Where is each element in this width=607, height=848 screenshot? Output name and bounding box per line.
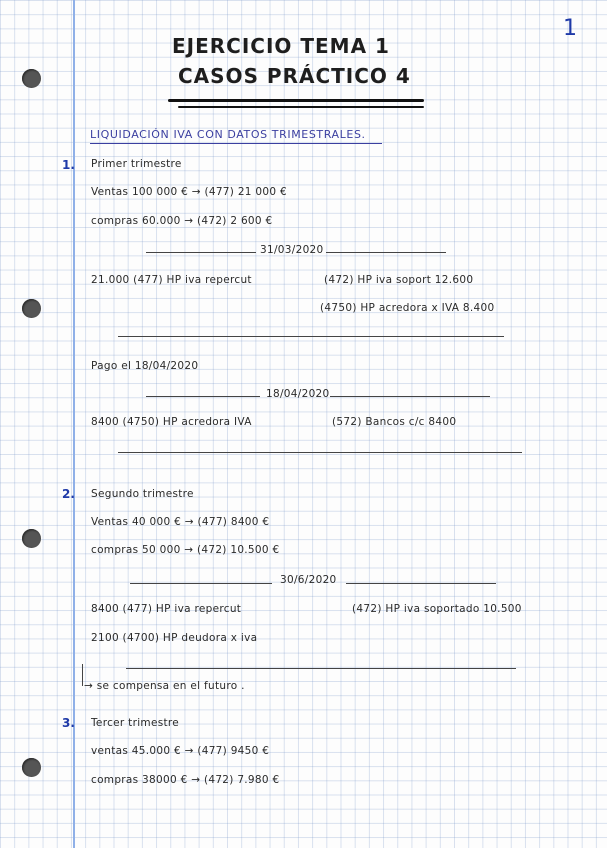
section-3-heading: Tercer trimestre: [91, 717, 180, 729]
punch-hole: [22, 758, 41, 777]
s1-credit-2: (4750) HP acredora x IVA 8.400: [320, 302, 495, 314]
note-arrow-stem: [82, 664, 83, 686]
journal-rule: [346, 583, 496, 584]
s2-credit-1: (472) HP iva soportado 10.500: [352, 603, 522, 615]
journal-rule: [126, 668, 516, 669]
title-underline: [178, 106, 424, 108]
title-line-2: CASOS PRÁCTICO 4: [178, 64, 411, 88]
section-1-heading: Primer trimestre: [91, 158, 182, 170]
s1-date: 31/03/2020: [260, 244, 324, 256]
s2-debit-1: 8400 (477) HP iva repercut: [91, 603, 242, 615]
s1-ventas: Ventas 100 000 € → (477) 21 000 €: [91, 186, 287, 198]
s2-compras: compras 50 000 → (472) 10.500 €: [91, 544, 280, 556]
page-number: 1: [563, 16, 577, 41]
punch-hole: [22, 299, 41, 318]
journal-rule: [118, 336, 504, 337]
punch-hole: [22, 69, 41, 88]
s3-compras: compras 38000 € → (472) 7.980 €: [91, 774, 280, 786]
subtitle: LIQUIDACIÓN IVA CON DATOS TRIMESTRALES.: [90, 128, 366, 141]
section-2-heading: Segundo trimestre: [91, 488, 194, 500]
journal-rule: [118, 452, 522, 453]
title-line-1: EJERCICIO TEMA 1: [172, 34, 390, 58]
punch-hole: [22, 529, 41, 548]
journal-rule: [146, 252, 256, 253]
s1-debit-1: 21.000 (477) HP iva repercut: [91, 274, 252, 286]
journal-rule: [326, 252, 446, 253]
section-1-number: 1.: [62, 158, 75, 172]
journal-rule: [130, 583, 272, 584]
s1-date-2: 18/04/2020: [266, 388, 330, 400]
s1-credit-3: (572) Bancos c/c 8400: [332, 416, 457, 428]
s3-ventas: ventas 45.000 € → (477) 9450 €: [91, 745, 270, 757]
s2-note: → se compensa en el futuro .: [84, 680, 245, 692]
s1-compras: compras 60.000 → (472) 2 600 €: [91, 215, 273, 227]
s2-ventas: Ventas 40 000 € → (477) 8400 €: [91, 516, 270, 528]
s2-debit-2: 2100 (4700) HP deudora x iva: [91, 632, 258, 644]
title-underline: [168, 99, 424, 102]
journal-rule: [330, 396, 490, 397]
subtitle-underline: [90, 143, 382, 144]
journal-rule: [146, 396, 260, 397]
s1-credit-1: (472) HP iva soport 12.600: [324, 274, 474, 286]
section-2-number: 2.: [62, 487, 75, 501]
s1-payment: Pago el 18/04/2020: [91, 360, 199, 372]
s1-debit-2: 8400 (4750) HP acredora IVA: [91, 416, 252, 428]
section-3-number: 3.: [62, 716, 75, 730]
s2-date: 30/6/2020: [280, 574, 337, 586]
